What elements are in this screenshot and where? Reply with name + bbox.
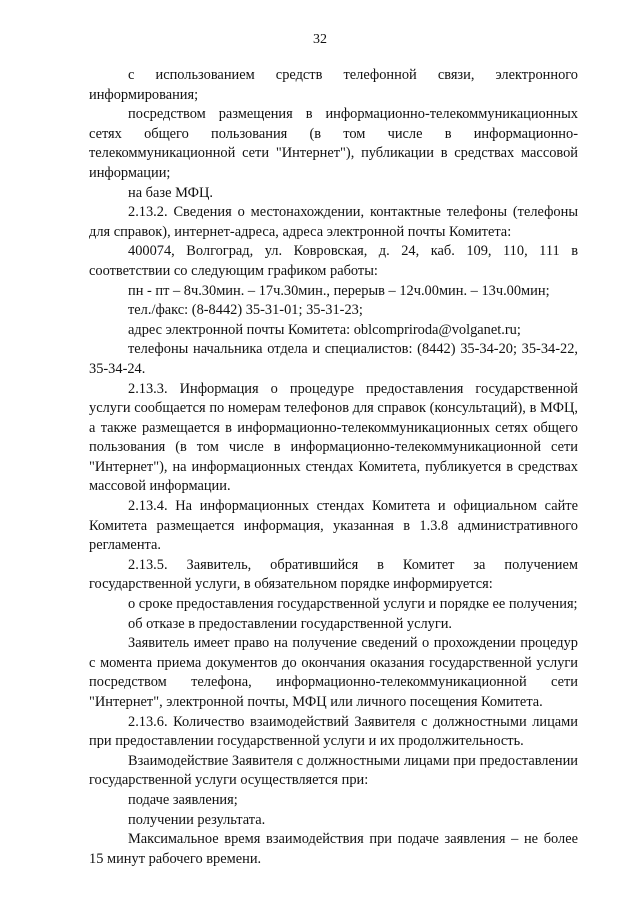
paragraph-max-time: Максимальное время взаимодействия при подаче заявления – не более 15 минут рабочего времени. [89, 831, 578, 867]
paragraph-email: адрес электронной почты Комитета: oblcompriroda@volganet.ru; [128, 321, 521, 338]
paragraph-2-13-5: 2.13.5. Заявитель, обратившийся в Комитет за получением государственной услуги, в обязательном порядке информируется: [89, 556, 578, 593]
paragraph-term: о сроке предоставления государственной услуги и порядке ее получения; [128, 596, 578, 613]
paragraph-submission: подаче заявления; [128, 791, 238, 808]
paragraph-2-13-4: 2.13.4. На информационных стендах Комитета и официальном сайте Комитета размещается информация, указанная в 1.3.8 административного регламента. [89, 498, 578, 554]
paragraph-interaction: Взаимодействие Заявителя с должностными лицами при предоставлении государственной услуги осуществляется при: [89, 752, 578, 789]
paragraph-info-phone: с использованием средств телефонной связи, электронного информирования; [89, 67, 578, 103]
paragraph-refusal: об отказе в предоставлении государственной услуги. [128, 615, 453, 632]
paragraph-schedule: пн - пт – 8ч.30мин. – 17ч.30мин., перерыв – 12ч.00мин. – 13ч.00мин; [128, 282, 550, 299]
paragraph-phone-fax: тел./факс: (8-8442) 35-31-01; 35-31-23; [128, 302, 363, 319]
paragraph-2-13-6: 2.13.6. Количество взаимодействий Заявителя с должностными лицами при предоставлении государственной услуги и их продолжительность. [89, 713, 578, 750]
paragraph-applicant-rights: Заявитель имеет право на получение сведений о прохождении процедур с момента приема документов до окончания оказания государственной услуги посредством телефона, информационно-телекоммуникационной сети "Интернет", электронной почты, МФЦ или личного посещения Комитета. [89, 635, 578, 710]
paragraph-result: получении результата. [128, 811, 266, 828]
paragraph-2-13-3: 2.13.3. Информация о процедуре предоставления государственной услуги сообщается по номерам телефонов для справок (консультаций), в МФЦ, а также размещается в информационно-телекоммуникационных сетях общего пользования (в том числе в информационно-телекоммуникационной сети "Интернет"), на информационных стендах Комитета, публикуется в средствах массовой информации. [89, 380, 578, 495]
page-number: 32 [313, 32, 327, 47]
paragraph-info-internet: посредством размещения в информационно-телекоммуникационных сетях общего пользования (в том числе в информационно-телекоммуникационной сети "Интернет"), публикации в средствах массовой информации; [89, 106, 578, 181]
paragraph-info-mfc: на базе МФЦ. [128, 184, 214, 201]
paragraph-2-13-2: 2.13.2. Сведения о местонахождении, контактные телефоны (телефоны для справок), интернет-адреса, адреса электронной почты Комитета: [89, 204, 578, 240]
paragraph-staff-phones: телефоны начальника отдела и специалистов: (8442) 35-34-20; 35-34-22, 35-34-24. [89, 341, 578, 377]
paragraph-address: 400074, Волгоград, ул. Ковровская, д. 24, каб. 109, 110, 111 в соответствии со следующим графиком работы: [89, 243, 578, 279]
document-body [89, 66, 578, 869]
